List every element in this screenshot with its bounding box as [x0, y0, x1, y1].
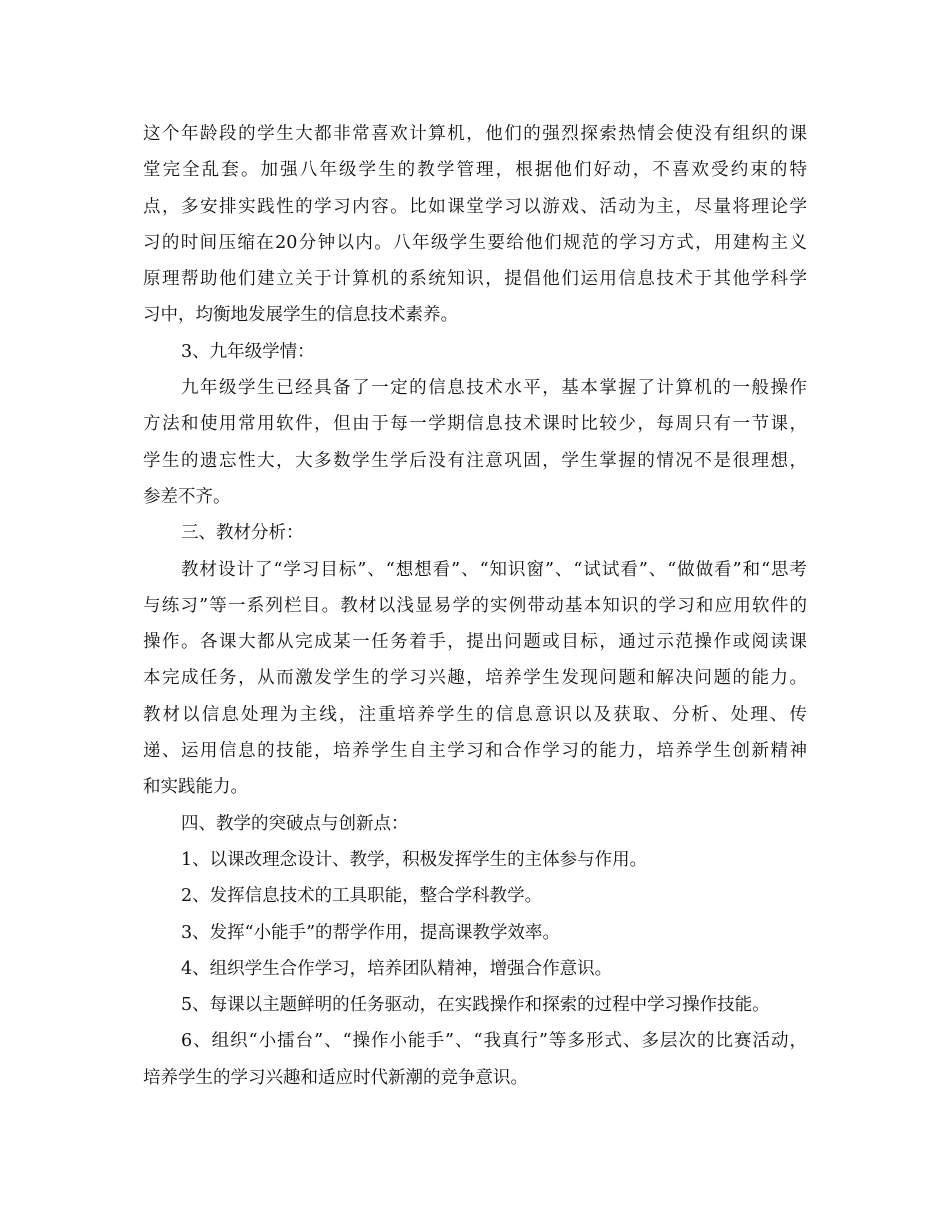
section-heading: 3、九年级学情：: [181, 341, 315, 362]
section-heading: 四、教学的突破点与创新点：: [181, 813, 409, 834]
list-item: 3、发挥“小能手”的帮学作用，提高课教学效率。: [181, 922, 561, 943]
paragraph-line: 参差不齐。: [143, 486, 231, 507]
list-item: 1、以课改理念设计、教学，积极发挥学生的主体参与作用。: [181, 849, 648, 870]
list-item: 6、组织“小擂台”、“操作小能手”、“我真行”等多形式、多层次的比赛活动，: [181, 1031, 807, 1052]
paragraph-line: 本完成任务，从而激发学生的学习兴趣，培养学生发现问题和解决问题的能力。: [143, 668, 807, 689]
list-item: 2、发挥信息技术的工具职能，整合学科教学。: [181, 886, 543, 907]
paragraph-line: 点，多安排实践性的学习内容。比如课堂学习以游戏、活动为主，尽量将理论学: [143, 196, 807, 217]
paragraph-line: 教材以信息处理为主线，注重培养学生的信息意识以及获取、分析、处理、传: [143, 704, 807, 725]
document-body: [143, 116, 807, 1096]
paragraph-line: 递、运用信息的技能，培养学生自主学习和合作学习的能力，培养学生创新精神: [143, 741, 807, 762]
paragraph-line: 九年级学生已经具备了一定的信息技术水平，基本掌握了计算机的一般操作: [181, 378, 807, 399]
paragraph-line: 原理帮助他们建立关于计算机的系统知识，提倡他们运用信息技术于其他学科学: [143, 269, 807, 290]
paragraph-line: 与练习”等一系列栏目。教材以浅显易学的实例带动基本知识的学习和应用软件的: [143, 595, 807, 616]
paragraph-line: 方法和使用常用软件，但由于每一学期信息技术课时比较少，每周只有一节课，: [143, 414, 807, 435]
list-item: 4、组织学生合作学习，培养团队精神，增强合作意识。: [181, 958, 613, 979]
paragraph-line: 堂完全乱套。加强八年级学生的教学管理，根据他们好动，不喜欢受约束的特: [143, 160, 807, 181]
paragraph-line: 操作。各课大都从完成某一任务着手，提出问题或目标，通过示范操作或阅读课: [143, 632, 807, 653]
paragraph-line: 培养学生的学习兴趣和适应时代新潮的竞争意识。: [143, 1067, 528, 1088]
paragraph-line: 学生的遗忘性大，大多数学生学后没有注意巩固，学生掌握的情况不是很理想，: [143, 450, 807, 471]
paragraph-line: 习中，均衡地发展学生的信息技术素养。: [143, 305, 458, 326]
paragraph-line: 教材设计了“学习目标”、“想想看”、“知识窗”、“试试看”、“做做看”和“思考: [181, 559, 807, 580]
list-item: 5、每课以主题鲜明的任务驱动，在实践操作和探索的过程中学习操作技能。: [181, 995, 770, 1016]
paragraph-line: 习的时间压缩在20分钟以内。八年级学生要给他们规范的学习方式，用建构主义: [143, 232, 807, 253]
paragraph-line: 和实践能力。: [143, 777, 248, 798]
paragraph-line: 这个年龄段的学生大都非常喜欢计算机，他们的强烈探索热情会使没有组织的课: [143, 124, 807, 144]
section-heading: 三、教材分析：: [181, 523, 304, 544]
